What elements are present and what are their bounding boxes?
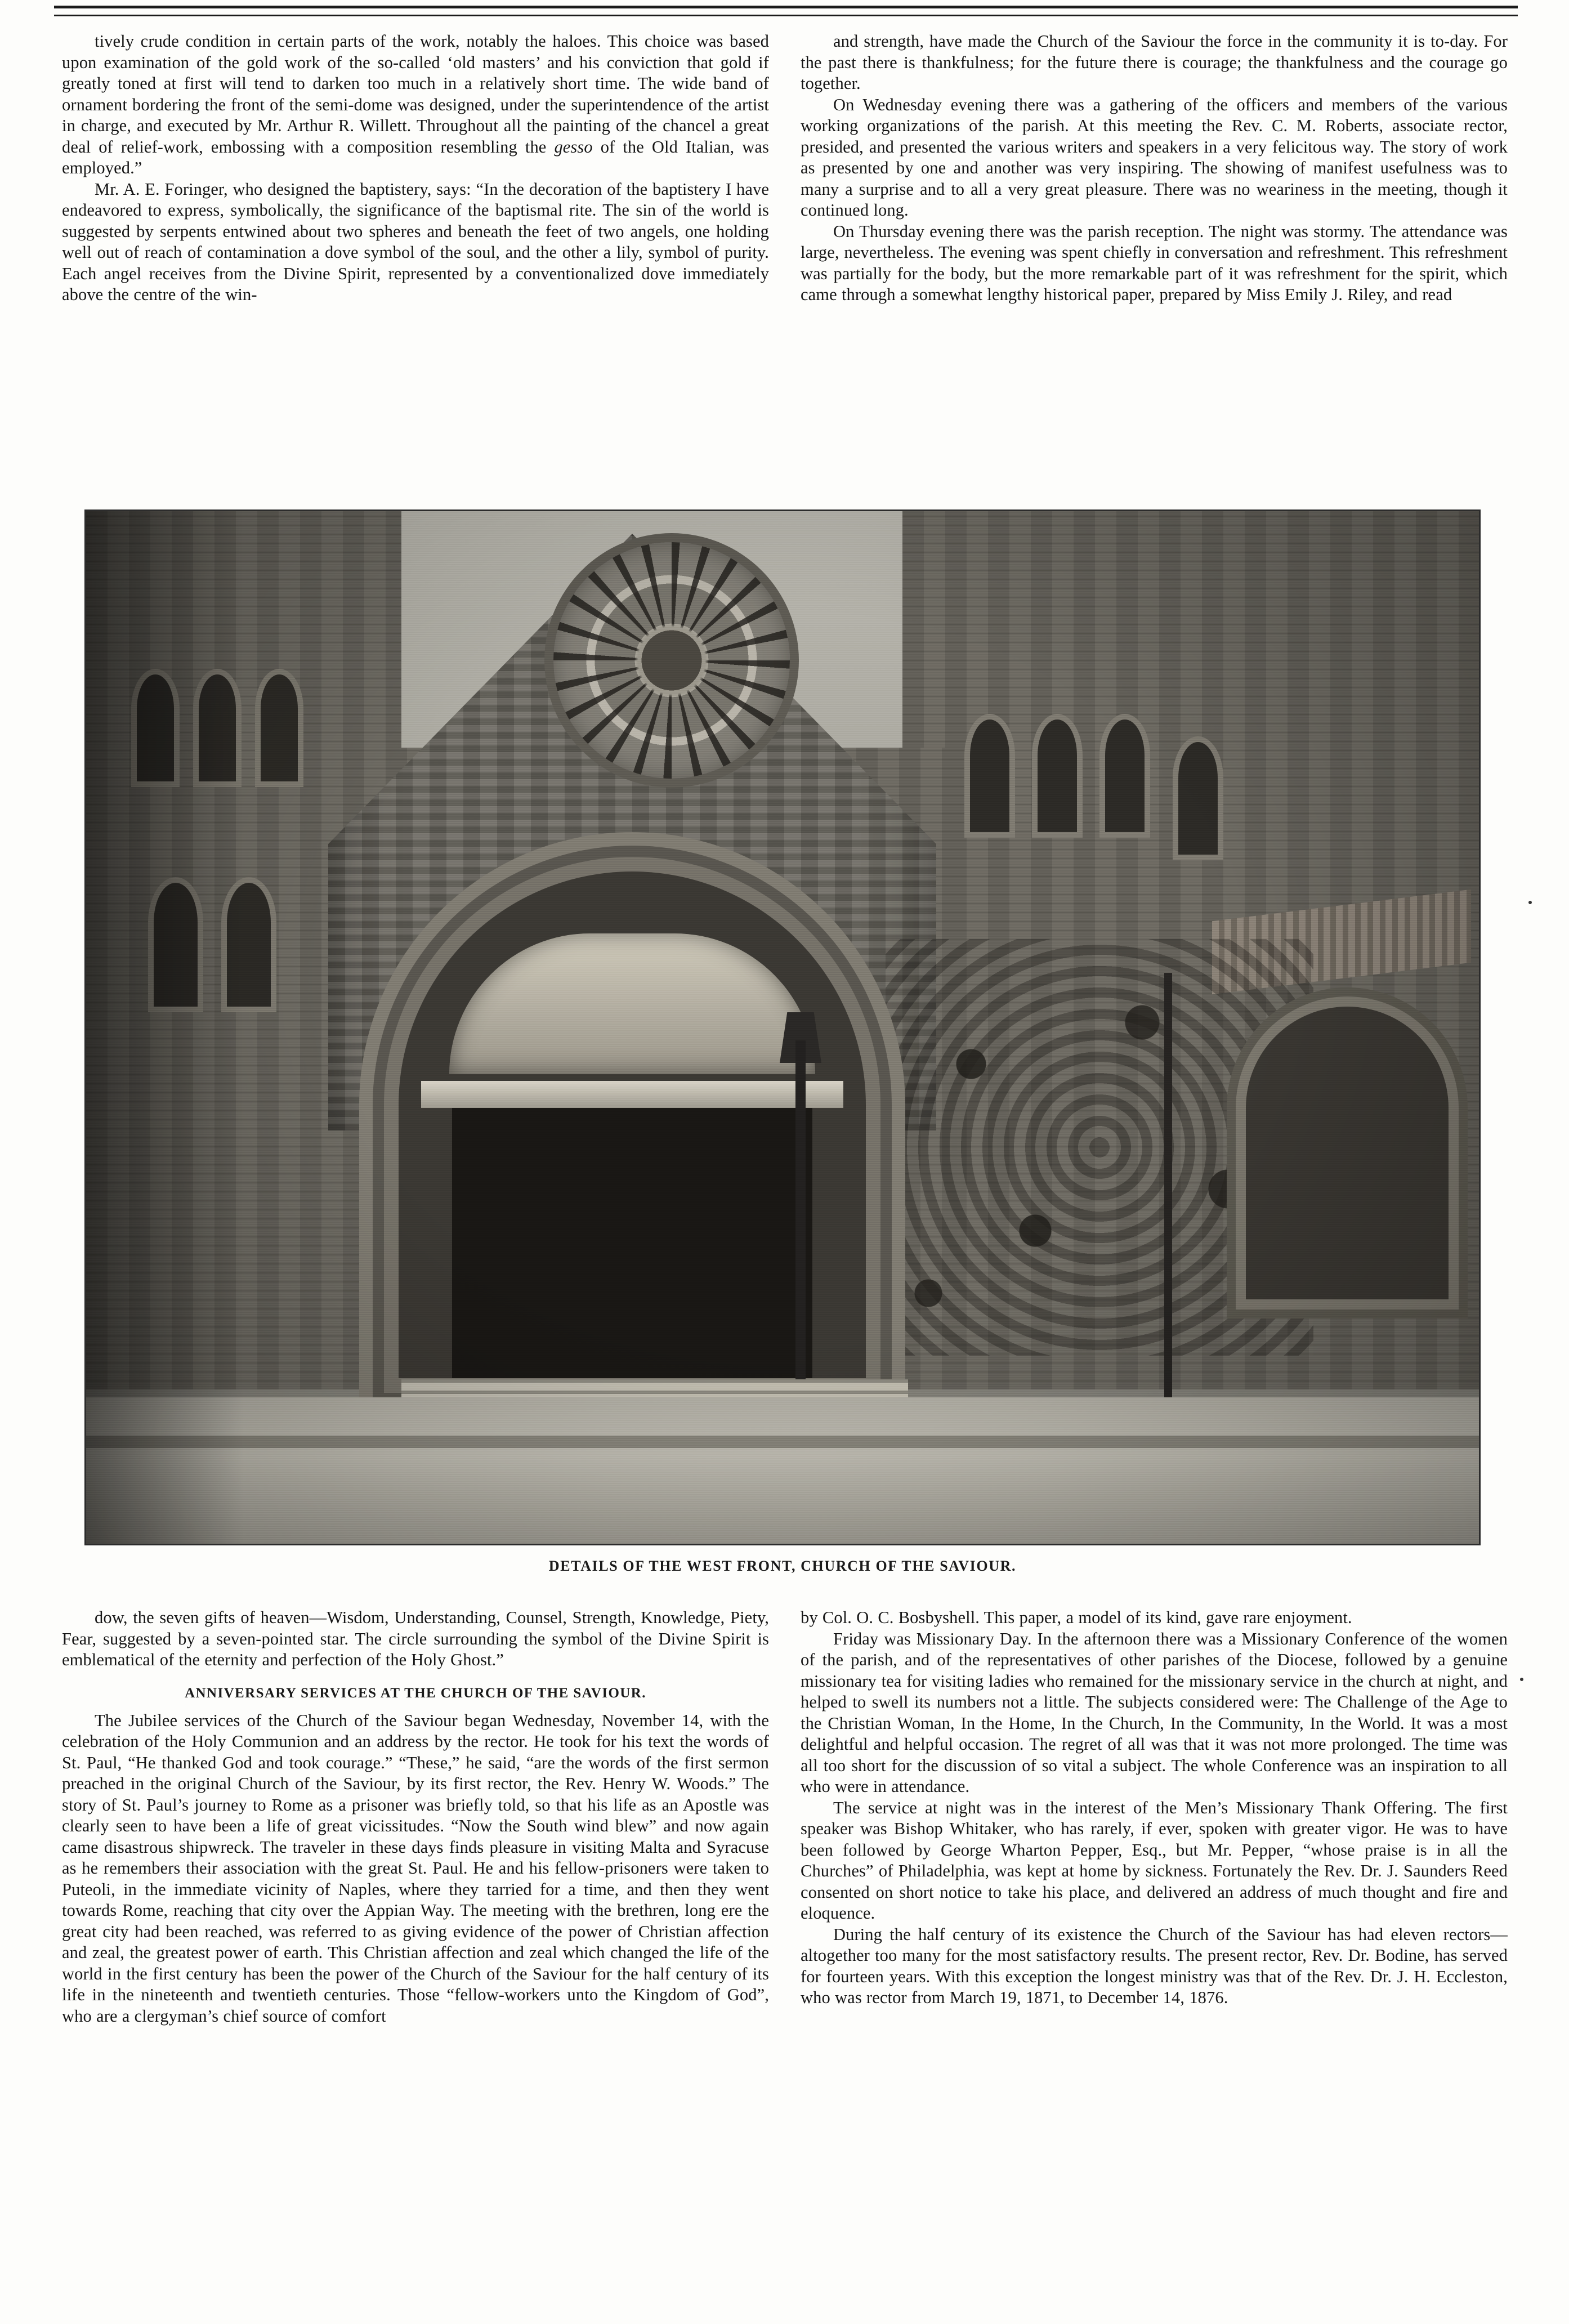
paragraph-text-cont: of the Old Italian, was employed.” <box>62 137 770 177</box>
paragraph: On Thursday evening there was the parish reception. The night was stormy. The attendance was large, nevertheless. The evening was spent chiefly in conversation and refreshment. This refreshment was partially for the body, but the more remarkable part of it was refreshment for the spirit, which came through a somewhat lengthy historical paper, prepared by Miss Emily J. Riley, and read <box>801 221 1508 304</box>
header-rule-thick <box>54 6 1518 8</box>
page-speck <box>1520 1678 1523 1681</box>
figure-image <box>84 510 1481 1545</box>
paragraph: During the half century of its existence the Church of the Saviour has had eleven rectors—altogether too many for the most satisfactory results. The present rector, Rev. Dr. Bodine, has served for fourteen years. With this exception the longest ministry was that of the Rev. Dr. J. H. Eccleston, who was rector from March 19, 1871, to December 14, 1876. <box>801 1924 1508 2007</box>
page-speck <box>1528 901 1532 904</box>
lower-right-column <box>801 1607 1508 2027</box>
paragraph: The service at night was in the interest of the Men’s Missionary Thank Offering. The first speaker was Bishop Whitaker, who has rarely, if ever, spoken with greater vigor. He was to have been followed by George Wharton Pepper, Esq., but Mr. Pepper, “whose praise is in all the Churches” of Philadelphia, was kept at home by sickness. Fortunately the Rev. Dr. J. Saunders Reed consented on short notice to take his place, and delivered an address of much thought and fire and eloquence. <box>801 1798 1508 1923</box>
header-rule-thin <box>54 15 1518 16</box>
paragraph-text: tively crude condition in certain parts of the work, notably the haloes. This choice was based upon examination of the gold work of the so-called ‘old masters’ and his conviction that gold if greatly toned at first will tend to darken too much in a relatively short time. The wide band of ornament bordering the front of the semi-dome was designed, under the superintendence of the artist in charge, and executed by Mr. Arthur R. Willett. Throughout all the painting of the chancel a great deal of relief-work, embossing with a composition resembling the <box>62 32 769 157</box>
top-left-column <box>62 31 769 306</box>
figure-caption: DETAILS OF THE WEST FRONT, CHURCH OF THE SAVIOUR. <box>548 1558 1017 1574</box>
lower-left-column <box>62 1607 769 2027</box>
paragraph <box>62 31 769 179</box>
top-text-columns <box>62 31 1509 306</box>
section-heading: ANNIVERSARY SERVICES AT THE CHURCH OF THE SAVIOUR. <box>185 1685 646 1701</box>
lower-text-columns <box>62 1607 1509 2027</box>
paragraph: The Jubilee services of the Church of the Saviour began Wednesday, November 14, with the celebration of the Holy Communion and an address by the rector. He took for his text the words of St. Paul, “He thanked God and took courage.” “These,” he said, “are the words of the first sermon preached in the original Church of the Saviour, by its first rector, the Rev. Henry W. Woods.” The story of St. Paul’s journey to Rome as a prisoner was briefly told, so that his life as an Apostle was clearly seen to have been a life of great vicissitudes. “Now the South wind blew” and now again came disastrous shipwreck. The traveler in these days finds pleasure in visiting Malta and Syracuse as he remembers their association with the great St. Paul. He and his fellow-prisoners were taken to Puteoli, in the immediate vicinity of Naples, where they tarried for a time, and then they went towards Rome, reaching that city over the Appian Way. The meeting with the brethren, long ere the great city had been reached, was referred to as giving evidence of the power of Christian affection and zeal, the greatest power of earth. This Christian affection and zeal which changed the life of the world in the first century has been the power of the Church of the Saviour for the half century of its life in the nineteenth and twentieth centuries. Those “fellow-workers unto the Kingdom of God”, who are a clergyman’s chief source of comfort <box>62 1710 769 2026</box>
top-right-column <box>801 31 1508 306</box>
paragraph: by Col. O. C. Bosbyshell. This paper, a model of its kind, gave rare enjoyment. <box>801 1608 1352 1627</box>
church-facade-photo <box>86 511 1479 1544</box>
italic-term: gesso <box>554 137 593 157</box>
photo-grain <box>86 511 1479 1544</box>
figure <box>84 510 1481 1575</box>
paragraph: and strength, have made the Church of the Saviour the force in the community it is to-day. For the past there is thankfulness; for the future there is courage; the thankfulness and the courage go together. <box>801 32 1508 93</box>
paragraph: Friday was Missionary Day. In the afternoon there was a Missionary Conference of the women of the parish, and of the representatives of other parishes of the Diocese, followed by a genuine missionary tea for visiting ladies who remained for the missionary service in the church at night, and helped to swell its numbers not a little. The subjects considered were: The Challenge of the Age to the Christian Woman, In the Home, In the Church, In the Community, In the World. It was a most delightful and helpful occasion. The regret of all was that it was not more prolonged. The time was all too short for the discussion of so vital a subject. The whole Conference was an inspiration to all who were in attendance. <box>801 1629 1508 1796</box>
paragraph: dow, the seven gifts of heaven—Wisdom, Understanding, Counsel, Strength, Knowledge, Piety, Fear, suggested by a seven-pointed star. The circle surrounding the symbol of the Divine Spirit is emblematical of the eternity and perfection of the Holy Ghost.” <box>62 1608 769 1669</box>
paragraph: Mr. A. E. Foringer, who designed the baptistery, says: “In the decoration of the baptistery I have endeavored to express, symbolically, the significance of the baptismal rite. The sin of the world is suggested by serpents entwined about two spheres and beneath the feet of two angels, one holding well out of reach of contamination a dove symbol of the soul, and the other a lily, symbol of purity. Each angel receives from the Divine Spirit, represented by a conventionalized dove immediately above the centre of the win- <box>62 179 769 304</box>
paragraph: On Wednesday evening there was a gathering of the officers and members of the various working organizations of the parish. At this meeting the Rev. C. M. Roberts, associate rector, presided, and presented the various writers and speakers in a very felicitous way. The story of work as presented by one and another was very inspiring. The showing of manifest usefulness was to many a surprise and to all a very great pleasure. There was no weariness in the meeting, though it continued long. <box>801 95 1508 220</box>
